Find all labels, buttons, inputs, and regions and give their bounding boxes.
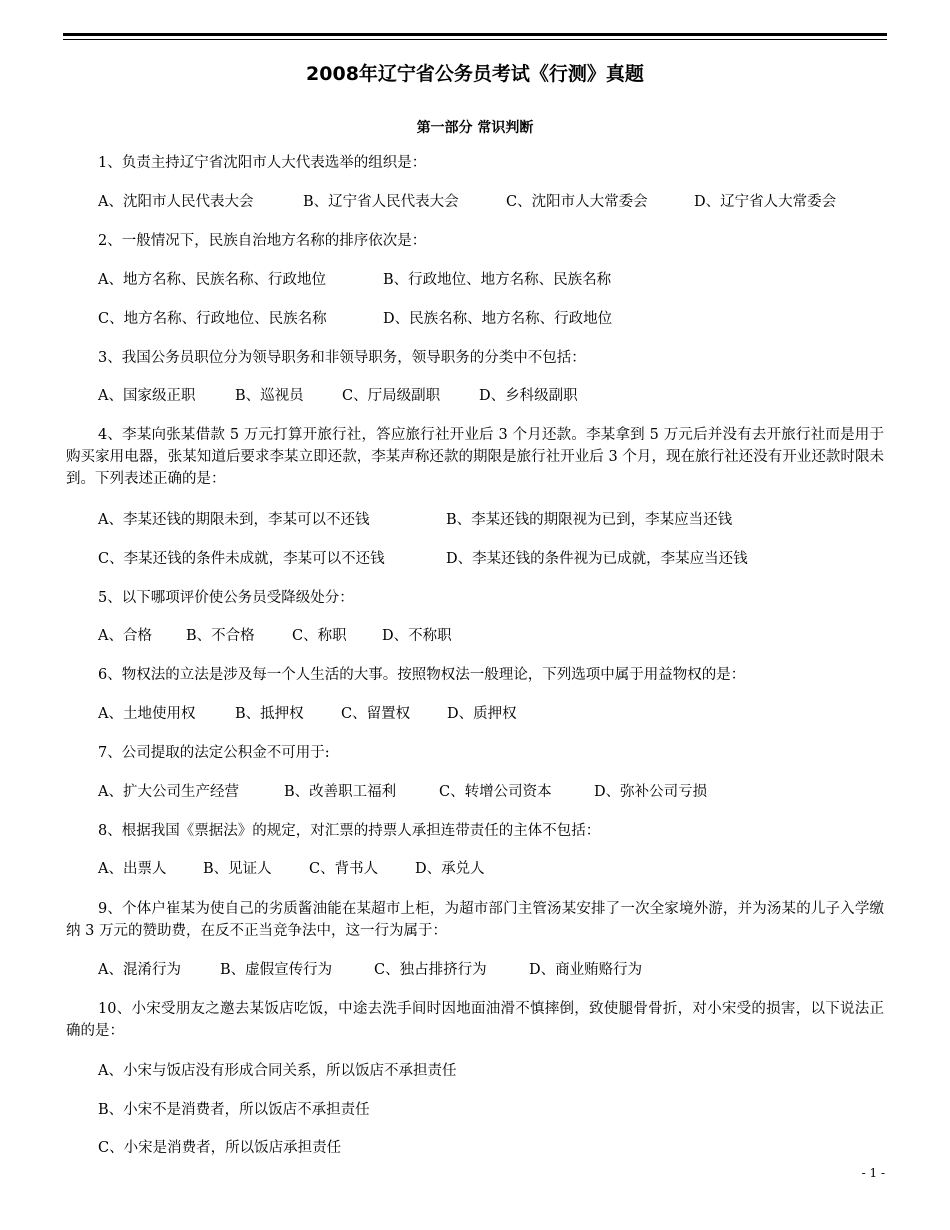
question-3-options [98, 386, 578, 406]
question-3-stem: 3、我国公务员职位分为领导职务和非领导职务，领导职务的分类中不包括： [98, 350, 586, 366]
q1-option-b: B、辽宁省人民代表大会 [303, 194, 459, 210]
q8-option-a: A、出票人 [98, 861, 167, 877]
question-9-options [98, 960, 642, 980]
question-5-stem: 5、以下哪项评价使公务员受降级处分： [98, 590, 354, 606]
q9-option-b: B、虚假宣传行为 [220, 962, 333, 978]
question-5-options [98, 626, 452, 646]
question-9-stem: 9、个体户崔某为使自己的劣质酱油能在某超市上柜，为超市部门主管汤某安排了一次全家境外游，并为汤某的儿子入学缴纳 3 万元的赞助费，在反不正当竞争法中，这一行为属于： [66, 901, 884, 939]
question-2-options-row2 [98, 309, 612, 329]
question-4-options-row2 [98, 549, 748, 569]
q1-option-c: C、沈阳市人大常委会 [506, 194, 648, 210]
q3-option-a: A、国家级正职 [98, 388, 196, 404]
q6-option-b: B、抵押权 [235, 706, 304, 722]
q1-option-d: D、辽宁省人大常委会 [694, 194, 837, 210]
q2-option-d: D、民族名称、地方名称、行政地位 [383, 311, 613, 327]
q6-option-c: C、留置权 [341, 706, 411, 722]
question-4-stem: 4、李某向张某借款 5 万元打算开旅行社，答应旅行社开业后 3 个月还款。李某拿到 5 万元后并没有去开旅行社而是用于购买家用电器，张某知道后要求李某立即还款，李某声称还款的期限是旅行社开业后 3 个月，现在旅行社还没有开业还款时限未到。下列表述正确的是： [66, 427, 884, 487]
q8-option-b: B、见证人 [203, 861, 272, 877]
question-10-stem: 10、小宋受朋友之邀去某饭店吃饭，中途去洗手间时因地面油滑不慎摔倒，致使腿骨骨折，对小宋受的损害，以下说法正确的是： [66, 1001, 884, 1039]
q3-option-c: C、厅局级副职 [342, 388, 441, 404]
header-rule-thick [63, 33, 887, 36]
q4-option-d: D、李某还钱的条件视为已成就，李某应当还钱 [446, 551, 748, 567]
question-6-options [98, 704, 517, 724]
q10-option-a: A、小宋与饭店没有形成合同关系，所以饭店不承担责任 [98, 1063, 457, 1079]
question-6-stem: 6、物权法的立法是涉及每一个人生活的大事。按照物权法一般理论，下列选项中属于用益物权的是： [98, 667, 746, 683]
question-4-options-row1 [98, 510, 732, 530]
question-2-stem: 2、一般情况下，民族自治地方名称的排序依次是： [98, 233, 427, 249]
question-1-stem: 1、负责主持辽宁省沈阳市人大代表选举的组织是： [98, 155, 427, 171]
header-rule-thin [63, 39, 887, 40]
q5-option-b: B、不合格 [186, 628, 255, 644]
question-2-options-row1 [98, 270, 611, 290]
page-number: - 1 - [861, 1166, 885, 1180]
q8-option-d: D、承兑人 [415, 861, 485, 877]
q7-option-d: D、弥补公司亏损 [594, 784, 708, 800]
q7-option-c: C、转增公司资本 [439, 784, 552, 800]
q3-option-b: B、巡视员 [235, 388, 304, 404]
q6-option-d: D、质押权 [447, 706, 517, 722]
question-7-stem: 7、公司提取的法定公积金不可用于: [98, 745, 330, 761]
q5-option-d: D、不称职 [382, 628, 452, 644]
q10-option-c: C、小宋是消费者，所以饭店承担责任 [98, 1140, 342, 1156]
question-8-options [98, 859, 485, 879]
q6-option-a: A、土地使用权 [98, 706, 196, 722]
q7-option-a: A、扩大公司生产经营 [98, 784, 239, 800]
q9-option-d: D、商业贿赂行为 [529, 962, 643, 978]
q4-option-c: C、李某还钱的条件未成就，李某可以不还钱 [98, 551, 385, 567]
q8-option-c: C、背书人 [309, 861, 379, 877]
q2-option-a: A、地方名称、民族名称、行政地位 [98, 272, 326, 288]
q10-option-b: B、小宋不是消费者，所以饭店不承担责任 [98, 1102, 370, 1118]
section-heading: 第一部分 常识判断 [416, 120, 534, 136]
question-8-stem: 8、根据我国《票据法》的规定，对汇票的持票人承担连带责任的主体不包括： [98, 823, 601, 839]
q5-option-c: C、称职 [292, 628, 347, 644]
q7-option-b: B、改善职工福利 [284, 784, 397, 800]
q3-option-d: D、乡科级副职 [479, 388, 578, 404]
question-7-options [98, 782, 707, 802]
q2-option-b: B、行政地位、地方名称、民族名称 [383, 272, 612, 288]
q2-option-c: C、地方名称、行政地位、民族名称 [98, 311, 327, 327]
q4-option-a: A、李某还钱的期限未到，李某可以不还钱 [98, 512, 370, 528]
question-1-options [98, 192, 836, 212]
q4-option-b: B、李某还钱的期限视为已到，李某应当还钱 [446, 512, 733, 528]
document-title: 2008年辽宁省公务员考试《行测》真题 [306, 63, 644, 85]
q9-option-c: C、独占排挤行为 [374, 962, 487, 978]
q5-option-a: A、合格 [98, 628, 152, 644]
q9-option-a: A、混淆行为 [98, 962, 181, 978]
q1-option-a: A、沈阳市人民代表大会 [98, 194, 254, 210]
